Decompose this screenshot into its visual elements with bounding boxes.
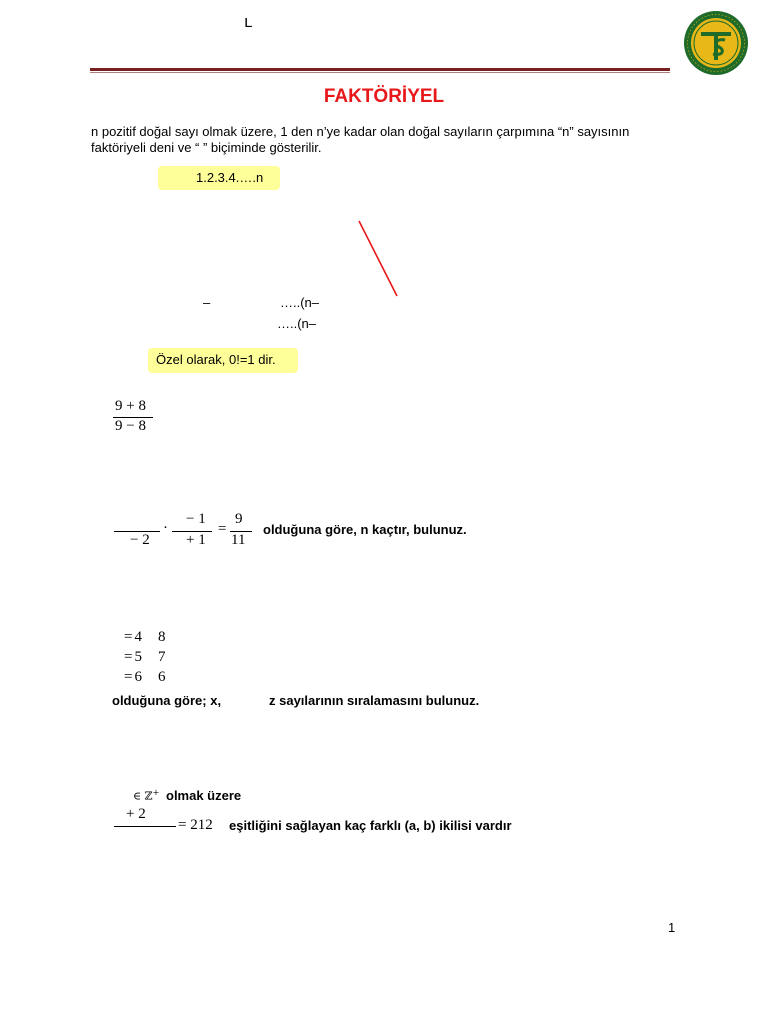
q4-set: ∈ ℤ [133,789,153,803]
page-number: 1 [668,920,676,935]
q2-numerator-3: 9 [235,511,243,527]
q2-denominator-2: + 1 [186,532,206,548]
q3-text-a: olduğuna göre; x, [112,693,222,708]
page-title: FAKTÖRİYEL [323,86,445,107]
q2-dot: · [163,520,168,536]
intro-line-1: n pozitif doğal sayı olmak üzere, 1 den n’ye kadar olan doğal sayıların çarpımına “n” sayısının [91,124,630,139]
header-mark: ʟ [244,12,253,31]
q3-row-2-eq: = [124,649,133,665]
q4-set-symbol [133,788,159,803]
header-rule-bottom [90,72,670,73]
pen-stroke-icon [355,218,401,300]
q1-denominator: 9 − 8 [115,418,146,434]
q2-text: olduğuna göre, n kaçtır, bulunuz. [263,522,467,537]
intro-line-2: faktöriyeli deni ve “ ” biçiminde gösterilir. [91,140,322,155]
q3-row-1 [124,629,165,646]
fragment-dash: – [203,295,211,310]
fragment-line-1: …..(n– [280,295,320,310]
q3-row-3 [124,669,165,686]
header-rule-top [90,68,670,71]
q2-denominator-1: − 2 [130,532,150,548]
q1-numerator: 9 + 8 [115,398,146,414]
q4-numerator: + 2 [126,806,146,822]
q3-text-b: z sayılarının sıralamasını bulunuz. [269,693,480,708]
special-case-box [148,348,298,373]
q2-numerator-2: − 1 [186,511,206,527]
school-seal-icon [683,10,749,76]
factorial-definition-text: 1.2.3.4.….n [196,170,264,185]
special-case-text: Özel olarak, 0!=1 dir. [156,352,276,367]
q2-equals: = [218,521,227,537]
q4-fraction-bar [114,826,176,827]
q3-row-3-b: 6 [157,669,166,685]
q3-row-2-a: 5 [134,649,142,665]
factorial-definition-box [158,166,280,190]
q3-row-2-b: 7 [157,649,166,665]
fragment-line-2: …..(n– [277,316,317,331]
q3-row-3-a: 6 [134,669,142,685]
q4-set-sup: + [152,788,160,797]
q4-rhs: = 212 [178,817,213,833]
q4-condition: olmak üzere [166,788,242,803]
school-logo [683,10,749,76]
q2-denominator-3: 11 [231,532,246,548]
q3-row-2 [124,649,165,666]
q3-row-1-b: 8 [157,629,166,645]
q3-row-3-eq: = [124,669,133,685]
q3-row-1-a: 4 [134,629,142,645]
q3-row-1-eq: = [124,629,133,645]
q4-text: eşitliğini sağlayan kaç farklı (a, b) ikilisi vardır [229,818,512,833]
